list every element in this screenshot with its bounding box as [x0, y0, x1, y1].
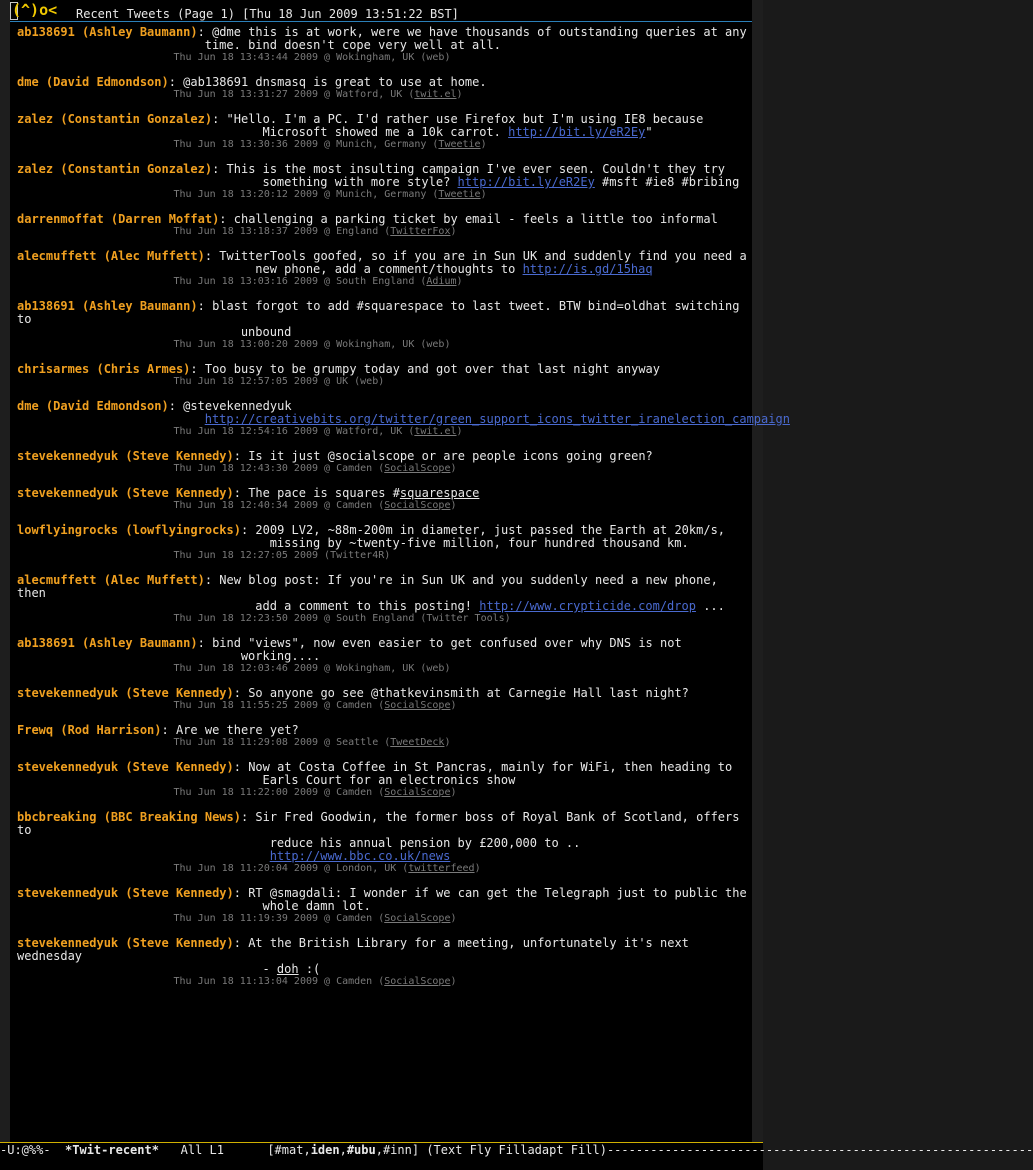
- tweet-meta: [17, 787, 752, 799]
- tweet-meta: [17, 550, 752, 562]
- tweet-text: New blog post: If you're in Sun UK and you suddenly need a new phone, then: [17, 573, 726, 600]
- tweet-item[interactable]: [17, 213, 752, 238]
- tweet-source-close: ): [456, 89, 463, 100]
- tweet-source-close: ): [450, 226, 457, 237]
- tweet-author[interactable]: Frewq (Rod Harrison): [17, 723, 162, 737]
- tweet-text: At the British Library for a meeting, unfortunately it's next wednesday: [17, 936, 697, 963]
- tweet-text: Now at Costa Coffee in St Pancras, mainly for WiFi, then heading to: [248, 760, 733, 774]
- tweet-text: RT @smagdali: I wonder if we can get the Telegraph just to public the: [248, 886, 747, 900]
- tweet-line: [17, 900, 752, 913]
- tweet-timestamp: Thu Jun 18 12:23:50 2009 @ South England (: [173, 613, 427, 624]
- modeline-minor-sep2: ,#inn]: [375, 1143, 427, 1157]
- tweet-source-close: ): [444, 663, 451, 674]
- author-separator: :: [212, 162, 227, 176]
- tweet-source: web: [426, 339, 445, 350]
- tweet-line: [17, 300, 752, 326]
- tweet-timestamp: Thu Jun 18 12:57:05 2009 @ UK (: [173, 376, 361, 387]
- tweet-line: [17, 213, 752, 226]
- header-line: [10, 0, 752, 22]
- tweet-item[interactable]: [17, 524, 752, 562]
- modeline-minor-sep1: ,: [339, 1143, 347, 1157]
- tweet-line: [17, 687, 752, 700]
- tweet-source[interactable]: SocialScope: [384, 913, 451, 924]
- tweet-meta: [17, 89, 752, 101]
- tweet-meta: [17, 189, 752, 201]
- author-separator: :: [168, 399, 184, 413]
- tweet-source: Twitter4R: [330, 550, 385, 561]
- tweet-source: Twitter Tools: [426, 613, 505, 624]
- tweet-author[interactable]: ab138691 (Ashley Baumann): [17, 299, 198, 313]
- tweet-text: reduce his annual pension by £200,000 to ..: [269, 836, 588, 850]
- tweet-meta: [17, 663, 752, 675]
- tweet-item[interactable]: [17, 363, 752, 388]
- tweet-item[interactable]: [17, 163, 752, 201]
- author-separator: :: [240, 523, 256, 537]
- tweet-text: 2009 LV2, ~88m-200m in diameter, just passed the Earth at 20km/s,: [255, 523, 726, 537]
- tweet-source[interactable]: SocialScope: [384, 700, 451, 711]
- tweet-source-close: ): [450, 787, 457, 798]
- tweet-source-close: ): [378, 376, 385, 387]
- tweet-text: ...: [695, 599, 725, 613]
- tweet-author[interactable]: alecmuffett (Alec Muffett): [17, 573, 205, 587]
- tweet-meta: [17, 226, 752, 238]
- author-separator: :: [212, 112, 227, 126]
- tweet-line: [17, 774, 752, 787]
- tweet-meta: [17, 863, 752, 875]
- tweet-text: Microsoft showed me a 10k carrot.: [262, 125, 509, 139]
- tweet-timestamp: Thu Jun 18 11:20:04 2009 @ London, UK (: [173, 863, 409, 874]
- tweet-author[interactable]: stevekennedyuk (Steve Kennedy): [17, 486, 234, 500]
- tweet-item[interactable]: [17, 487, 752, 512]
- tweet-source[interactable]: twitterfeed: [408, 863, 475, 874]
- tweet-source[interactable]: SocialScope: [384, 787, 451, 798]
- tweet-line: [17, 326, 752, 339]
- tweet-text: time. bind doesn't cope very well at all.: [204, 38, 501, 52]
- author-separator: :: [197, 299, 213, 313]
- modeline-buffer-name[interactable]: *Twit-recent*: [65, 1143, 159, 1157]
- tweet-text: missing by ~twenty-five million, four hundred thousand km.: [269, 536, 689, 550]
- tweet-link[interactable]: http://bit.ly/eR2Ey: [457, 175, 595, 189]
- tweet-source: web: [426, 52, 445, 63]
- tweet-item[interactable]: [17, 574, 752, 625]
- tweet-item[interactable]: [17, 724, 752, 749]
- tweet-meta: [17, 737, 752, 749]
- tweet-source[interactable]: Tweetie: [438, 189, 481, 200]
- tweet-source: web: [360, 376, 379, 387]
- tweet-author[interactable]: zalez (Constantin Gonzalez): [17, 112, 213, 126]
- tweet-timestamp: Thu Jun 18 11:22:00 2009 @ Camden (: [173, 787, 385, 798]
- tweet-item[interactable]: [17, 637, 752, 675]
- author-separator: :: [233, 936, 249, 950]
- tweet-meta: [17, 276, 752, 288]
- tweet-text: -: [262, 962, 277, 976]
- twit-buffer[interactable]: [10, 0, 790, 1142]
- author-separator: :: [233, 686, 249, 700]
- tweet-line: [17, 537, 752, 550]
- tweet-line: [17, 600, 752, 613]
- tweet-timestamp: Thu Jun 18 11:13:04 2009 @ Camden (: [173, 976, 385, 987]
- tweet-author[interactable]: ab138691 (Ashley Baumann): [17, 25, 198, 39]
- tweet-source-close: ): [480, 139, 487, 150]
- tweet-source[interactable]: Tweetie: [438, 139, 481, 150]
- tweet-text: blast forgot to add #squarespace to last tweet. BTW bind=oldhat switching to: [17, 299, 747, 326]
- tweet-timestamp: Thu Jun 18 11:29:08 2009 @ Seattle (: [173, 737, 391, 748]
- tweet-meta: [17, 613, 752, 625]
- tweet-timestamp: Thu Jun 18 13:00:20 2009 @ Wokingham, UK (: [173, 339, 427, 350]
- tweet-meta: [17, 139, 752, 151]
- tweet-source[interactable]: twit.el: [414, 426, 457, 437]
- tweet-hashtag-link[interactable]: squarespace: [399, 486, 480, 500]
- tweet-hashtag-link[interactable]: doh: [276, 962, 299, 976]
- tweet-line: [17, 450, 752, 463]
- tweet-text: ": [645, 125, 653, 139]
- tweet-text: unbound: [240, 325, 292, 339]
- tweet-timestamp: Thu Jun 18 13:43:44 2009 @ Wokingham, UK (: [173, 52, 427, 63]
- tweet-timestamp: Thu Jun 18 13:30:36 2009 @ Munich, Germany (: [173, 139, 439, 150]
- author-separator: :: [233, 449, 249, 463]
- tweet-source-close: ): [444, 737, 451, 748]
- tweet-author[interactable]: stevekennedyuk (Steve Kennedy): [17, 686, 234, 700]
- tweet-author[interactable]: stevekennedyuk (Steve Kennedy): [17, 886, 234, 900]
- tweet-source[interactable]: TwitterFox: [390, 226, 451, 237]
- tweet-meta: [17, 500, 752, 512]
- tweet-timestamp: Thu Jun 18 13:20:12 2009 @ Munich, Germany (: [173, 189, 439, 200]
- tweet-item[interactable]: [17, 399, 790, 438]
- tweet-text: whole damn lot.: [262, 899, 371, 913]
- tweet-source-close: ): [504, 613, 511, 624]
- tweet-author[interactable]: stevekennedyuk (Steve Kennedy): [17, 936, 234, 950]
- tweet-item[interactable]: [17, 761, 752, 799]
- tweet-text: @dme this is at work, were we have thousands of outstanding queries at any: [212, 25, 747, 39]
- tweet-link[interactable]: http://creativebits.org/twitter/green_support_icons_twitter_iranelection_campaign: [204, 412, 790, 426]
- tweet-author[interactable]: ab138691 (Ashley Baumann): [17, 636, 198, 650]
- tweet-source[interactable]: twit.el: [414, 89, 457, 100]
- tweet-source-close: ): [456, 276, 463, 287]
- tweet-text: add a comment to this posting!: [255, 599, 480, 613]
- tweet-timestamp: Thu Jun 18 12:27:05 2009 (: [173, 550, 331, 561]
- author-separator: :: [204, 573, 220, 587]
- tweet-source-close: ): [450, 913, 457, 924]
- tweet-source-close: ): [450, 463, 457, 474]
- tweet-source-close: ): [450, 976, 457, 987]
- tweet-text: TwitterTools goofed, so if you are in Sun UK and suddenly find you need a: [219, 249, 747, 263]
- tweet-line: [17, 963, 752, 976]
- author-separator: :: [233, 886, 249, 900]
- tweet-timestamp: Thu Jun 18 13:03:16 2009 @ South England (: [173, 276, 427, 287]
- tweet-source-close: ): [444, 339, 451, 350]
- tweet-author[interactable]: dme (David Edmondson): [17, 399, 169, 413]
- mode-line: [0, 1142, 1033, 1158]
- tweet-timestamp: Thu Jun 18 12:54:16 2009 @ Watford, UK (: [173, 426, 415, 437]
- tweet-source[interactable]: TweetDeck: [390, 737, 445, 748]
- tweet-author[interactable]: darrenmoffat (Darren Moffat): [17, 212, 220, 226]
- tweet-source[interactable]: SocialScope: [384, 500, 451, 511]
- left-fringe: [0, 0, 10, 1142]
- tweet-source-close: ): [444, 52, 451, 63]
- tweet-meta: [17, 52, 752, 64]
- tweet-item[interactable]: [17, 26, 752, 64]
- tweet-meta: [17, 913, 752, 925]
- tweet-item[interactable]: [17, 937, 752, 988]
- tweet-meta: [17, 376, 752, 388]
- tweet-item[interactable]: [17, 811, 752, 875]
- tweet-line: [17, 487, 752, 500]
- tweet-author[interactable]: alecmuffett (Alec Muffett): [17, 249, 205, 263]
- tweet-item[interactable]: [17, 76, 752, 101]
- tweet-timestamp: Thu Jun 18 12:03:46 2009 @ Wokingham, UK (: [173, 663, 427, 674]
- tweet-text: @stevekennedyuk: [183, 399, 292, 413]
- modeline-status: -U:@%%-: [0, 1143, 66, 1157]
- tweet-line: [17, 887, 752, 900]
- tweet-meta: [17, 700, 752, 712]
- tweet-text: This is the most insulting campaign I've ever seen. Couldn't they try: [226, 162, 726, 176]
- tweet-text: new phone, add a comment/thoughts to: [255, 262, 523, 276]
- tweet-source[interactable]: SocialScope: [384, 463, 451, 474]
- tweet-meta: [17, 976, 752, 988]
- tweet-line: [17, 76, 752, 89]
- tweet-text: something with more style?: [262, 175, 458, 189]
- tweet-text: @ab138691 dnsmasq is great to use at home.: [183, 75, 487, 89]
- tweet-meta: [17, 339, 752, 351]
- author-separator: :: [168, 75, 184, 89]
- author-separator: :: [240, 810, 256, 824]
- tweet-line: [17, 650, 752, 663]
- tweet-item[interactable]: [17, 887, 752, 925]
- author-separator: :: [161, 723, 176, 737]
- author-separator: :: [233, 760, 249, 774]
- tweet-source: web: [426, 663, 445, 674]
- tweet-text: Too busy to be grumpy today and got over that last night anyway: [204, 362, 660, 376]
- tweet-line: [17, 811, 752, 837]
- modeline-minor-open: [#mat,: [267, 1143, 311, 1157]
- tweet-text: working....: [240, 649, 321, 663]
- author-separator: :: [197, 25, 213, 39]
- tweet-source-close: ): [474, 863, 481, 874]
- tweet-timestamp: Thu Jun 18 13:18:37 2009 @ England (: [173, 226, 391, 237]
- tweet-timestamp: Thu Jun 18 11:19:39 2009 @ Camden (: [173, 913, 385, 924]
- tweet-text: #msft #ie8 #bribing: [594, 175, 740, 189]
- tweet-timestamp: Thu Jun 18 11:55:25 2009 @ Camden (: [173, 700, 385, 711]
- tweet-line: [17, 937, 752, 963]
- tweet-timestamp: Thu Jun 18 13:31:27 2009 @ Watford, UK (: [173, 89, 415, 100]
- tweet-text: Earls Court for an electronics show: [262, 773, 516, 787]
- tweet-author[interactable]: zalez (Constantin Gonzalez): [17, 162, 213, 176]
- tweet-author[interactable]: lowflyingrocks (lowflyingrocks): [17, 523, 241, 537]
- tweet-source-close: ): [480, 189, 487, 200]
- tweet-text: :(: [298, 962, 321, 976]
- tweet-author[interactable]: dme (David Edmondson): [17, 75, 169, 89]
- tweet-meta: [17, 426, 752, 438]
- tweet-line: [17, 637, 752, 650]
- tweet-line: [17, 574, 752, 600]
- tweet-line: [17, 837, 752, 863]
- tweet-text: The pace is squares #: [248, 486, 400, 500]
- tweet-link[interactable]: http://is.gd/15haq: [522, 262, 653, 276]
- tweet-line: [17, 363, 752, 376]
- tweet-author[interactable]: stevekennedyuk (Steve Kennedy): [17, 449, 234, 463]
- modeline-minor-iden[interactable]: iden: [310, 1143, 340, 1157]
- tweet-source-close: ): [384, 550, 391, 561]
- tweet-source-close: ): [450, 500, 457, 511]
- tweet-item[interactable]: [17, 250, 752, 288]
- author-separator: :: [233, 486, 249, 500]
- twit-logo-icon: (^)o<: [12, 1, 58, 19]
- tweet-text: So anyone go see @thatkevinsmith at Carnegie Hall last night?: [248, 686, 689, 700]
- tweet-source[interactable]: SocialScope: [384, 976, 451, 987]
- tweet-link[interactable]: http://bit.ly/eR2Ey: [508, 125, 646, 139]
- tweet-item[interactable]: [17, 450, 752, 475]
- author-separator: :: [190, 362, 205, 376]
- tweet-line: [17, 412, 790, 426]
- author-separator: :: [204, 249, 220, 263]
- author-separator: :: [219, 212, 234, 226]
- modeline-minor-ubu[interactable]: #ubu: [346, 1143, 376, 1157]
- tweet-item[interactable]: [17, 687, 752, 712]
- tweet-line: [17, 39, 752, 52]
- modeline-position: All L1: [158, 1143, 268, 1157]
- tweet-line: [17, 126, 752, 139]
- tweet-link[interactable]: http://www.crypticide.com/drop: [479, 599, 696, 613]
- tweet-link[interactable]: http://www.bbc.co.uk/news: [269, 849, 451, 863]
- tweet-source-close: ): [450, 700, 457, 711]
- tweet-list: [17, 25, 790, 1000]
- tweet-author[interactable]: stevekennedyuk (Steve Kennedy): [17, 760, 234, 774]
- tweet-text: Sir Fred Goodwin, the former boss of Royal Bank of Scotland, offers to: [17, 810, 747, 837]
- tweet-text: Are we there yet?: [175, 723, 299, 737]
- tweet-text: challenging a parking ticket by email - feels a little too informal: [233, 212, 718, 226]
- minibuffer[interactable]: [0, 1157, 763, 1170]
- tweet-item[interactable]: [17, 113, 752, 151]
- tweet-line: [17, 176, 752, 189]
- modeline-dashes: -----------------------------------------------------------: [606, 1143, 1033, 1157]
- tweet-meta: [17, 463, 752, 475]
- tweet-text: bind "views", now even easier to get confused over why DNS is not: [212, 636, 682, 650]
- right-fringe: [752, 0, 763, 1142]
- tweet-line: [17, 263, 752, 276]
- tweet-text: "Hello. I'm a PC. I'd rather use Firefox but I'm using IE8 because: [226, 112, 704, 126]
- author-separator: :: [197, 636, 213, 650]
- tweet-item[interactable]: [17, 300, 752, 351]
- tweet-timestamp: Thu Jun 18 12:40:34 2009 @ Camden (: [173, 500, 385, 511]
- tweet-text: Is it just @socialscope or are people icons going green?: [248, 449, 653, 463]
- tweet-author[interactable]: chrisarmes (Chris Armes): [17, 362, 191, 376]
- page-title: Recent Tweets (Page 1) [Thu 18 Jun 2009 13:51:22 BST]: [76, 7, 459, 21]
- tweet-line: [17, 724, 752, 737]
- modeline-major-modes[interactable]: (Text Fly Filladapt Fill): [426, 1143, 607, 1157]
- tweet-source-close: ): [456, 426, 463, 437]
- tweet-author[interactable]: bbcbreaking (BBC Breaking News): [17, 810, 241, 824]
- tweet-timestamp: Thu Jun 18 12:43:30 2009 @ Camden (: [173, 463, 385, 474]
- tweet-source[interactable]: Adium: [426, 276, 457, 287]
